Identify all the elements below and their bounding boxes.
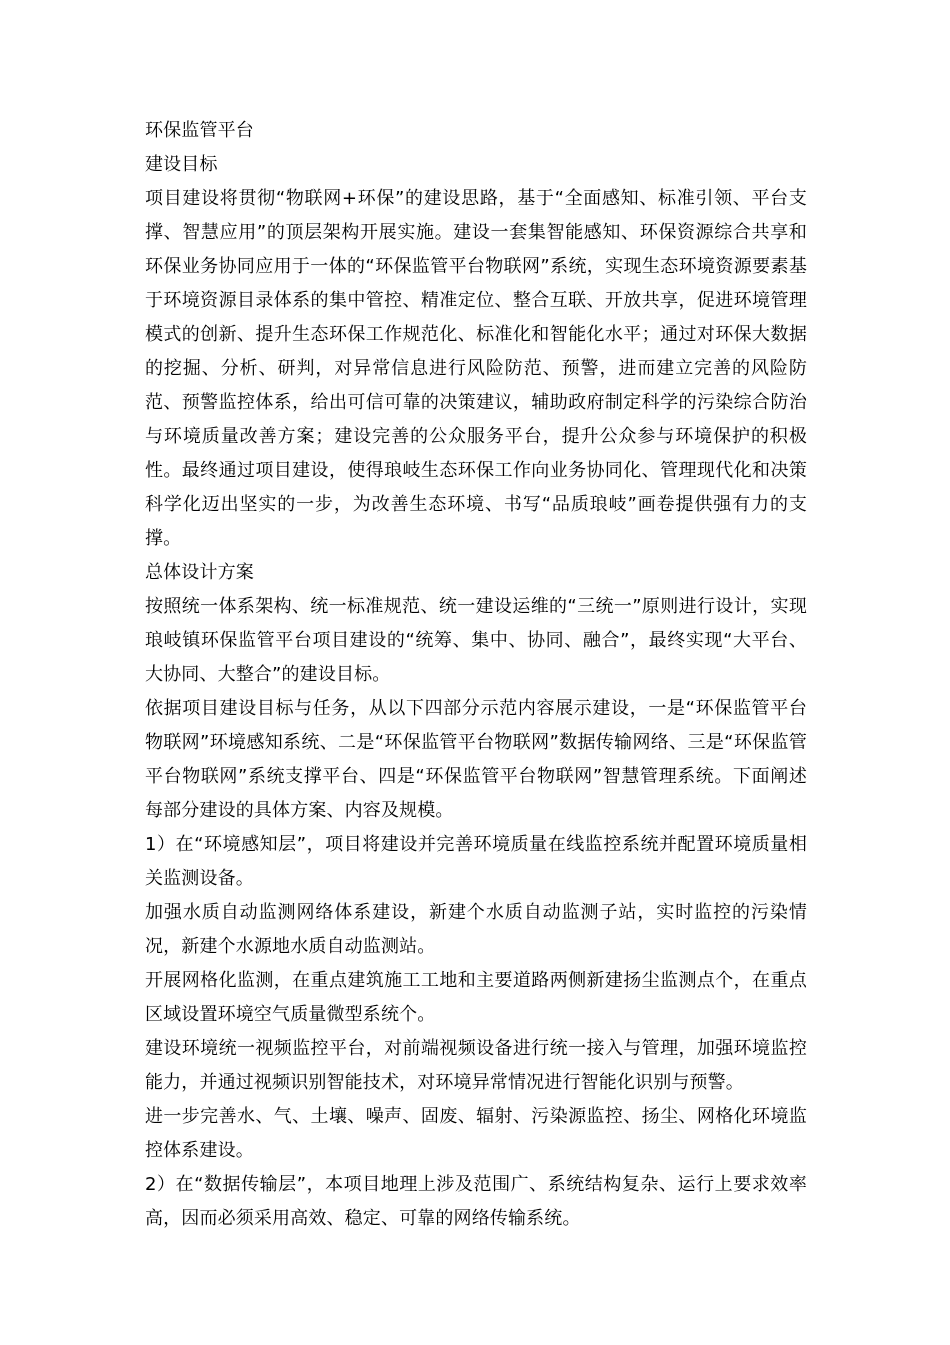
paragraph-goal: 项目建设将贯彻“物联网+环保”的建设思路，基于“全面感知、标准引领、平台支撑、智慧应用”的顶层架构开展实施。建设一套集智能感知、环保资源综合共享和环保业务协同应用于一体的“环保监管平台物联网”系统，实现生态环境资源要素基于环境资源目录体系的集中管控、精准定位、整合互联、开放共享，促进环境管理模式的创新、提升生态环保工作规范化、标准化和智能化水平；通过对环保大数据的挖掘、分析、研判，对异常信息进行风险防范、预警，进而建立完善的风险防范、预警监控体系，给出可信可靠的决策建议，辅助政府制定科学的污染综合防治与环境质量改善方案；建设完善的公众服务平台，提升公众参与环境保护的积极性。最终通过项目建设，使得琅岐生态环保工作向业务协同化、管理现代化和决策科学化迈出坚实的一步，为改善生态环境、书写“品质琅岐”画卷提供强有力的支撑。 [145,188,807,549]
paragraph-sensing-layer: 1）在“环境感知层”，项目将建设并完善环境质量在线监控系统并配置环境质量相关监测设备。 [145,834,807,889]
paragraph-design-principle: 按照统一体系架构、统一标准规范、统一建设运维的“三统一”原则进行设计，实现琅岐镇环保监管平台项目建设的“统筹、集中、协同、融合”，最终实现“大平台、大协同、大整合”的建设目标。 [145,596,807,685]
document-body [145,114,807,1236]
paragraph-monitoring-system: 进一步完善水、气、土壤、噪声、固废、辐射、污染源监控、扬尘、网格化环境监控体系建设。 [145,1106,807,1161]
section-heading-design: 总体设计方案 [145,562,254,583]
paragraph-water-monitoring: 加强水质自动监测网络体系建设，新建个水质自动监测子站，实时监控的污染情况，新建个水源地水质自动监测站。 [145,902,807,957]
paragraph-transport-layer: 2）在“数据传输层”，本项目地理上涉及范围广、系统结构复杂、运行上要求效率高，因而必须采用高效、稳定、可靠的网络传输系统。 [145,1174,807,1229]
document-title: 环保监管平台 [145,120,254,141]
paragraph-four-parts: 依据项目建设目标与任务，从以下四部分示范内容展示建设，一是“环保监管平台物联网”环境感知系统、二是“环保监管平台物联网”数据传输网络、三是“环保监管平台物联网”系统支撑平台、四是“环保监管平台物联网”智慧管理系统。下面阐述每部分建设的具体方案、内容及规模。 [145,698,807,821]
paragraph-grid-monitoring: 开展网格化监测，在重点建筑施工工地和主要道路两侧新建扬尘监测点个，在重点区域设置环境空气质量微型系统个。 [145,970,807,1025]
section-heading-goal: 建设目标 [145,154,218,175]
paragraph-video-platform: 建设环境统一视频监控平台，对前端视频设备进行统一接入与管理，加强环境监控能力，并通过视频识别智能技术，对环境异常情况进行智能化识别与预警。 [145,1038,807,1093]
